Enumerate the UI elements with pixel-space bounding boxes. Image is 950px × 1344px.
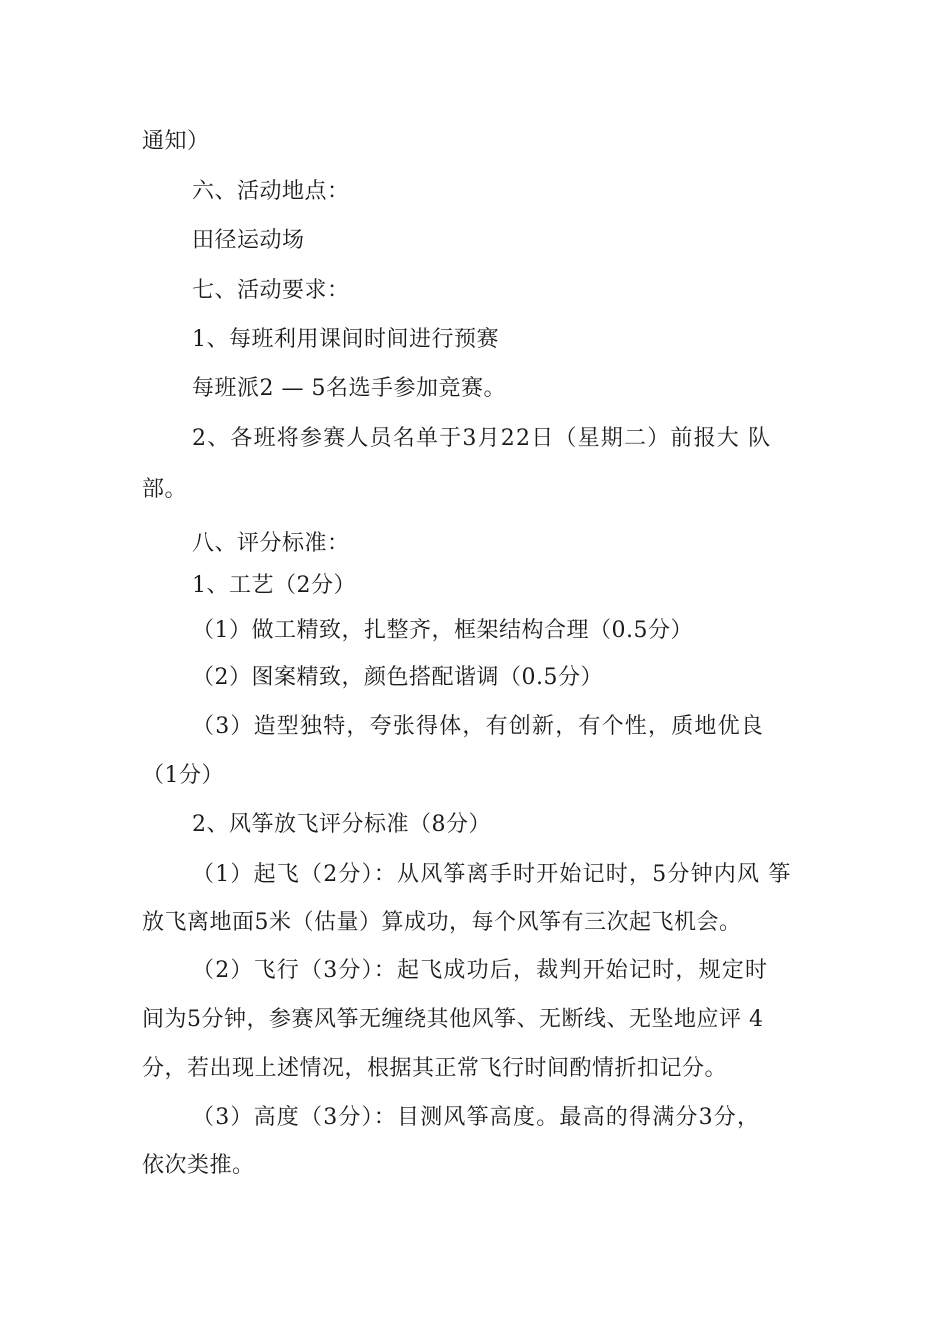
text-flying-item-3: （3）高度（3分）：目测风筝高度。最高的得满分3分， — [192, 1105, 761, 1130]
text-craft-item-1: （1）做工精致，扎整齐，框架结构合理（0.5分） — [192, 618, 693, 643]
text-flying-item-2: （2）飞行（3分）：起飞成功后，裁判开始记时，规定时 — [192, 958, 769, 983]
text-flying-item-3-cont: 依次类推。 — [142, 1153, 255, 1178]
heading-scoring-criteria: 八、评分标准： — [192, 531, 350, 556]
heading-activity-location: 六、活动地点： — [192, 179, 350, 204]
text-craft-item-3-cont: （1分） — [142, 763, 224, 788]
text-craft-item-2: （2）图案精致，颜色搭配谐调（0.5分） — [192, 665, 603, 690]
text-requirement-2-cont: 部。 — [142, 477, 188, 502]
text-requirement-1: 1、每班利用课间时间进行预赛 — [192, 327, 499, 352]
text-requirement-1-detail: 每班派2 — 5名选手参加竞赛。 — [192, 376, 506, 401]
text-flying-item-2-cont-2: 分，若出现上述情况，根据其正常飞行时间酌情折扣记分。 — [142, 1056, 728, 1081]
text-flying-heading: 2、风筝放飞评分标准（8分） — [192, 812, 491, 837]
text-requirement-2: 2、各班将参赛人员名单于3月22日（星期二）前报大 队 — [192, 426, 772, 451]
text-flying-item-2-cont-1: 间为5分钟，参赛风筝无缠绕其他风筝、无断线、无坠地应评 4 — [142, 1007, 764, 1032]
text-flying-item-1-cont: 放飞离地面5米（估量）算成功，每个风筝有三次起飞机会。 — [142, 910, 742, 935]
heading-activity-requirements: 七、活动要求： — [192, 278, 350, 303]
text-location: 田径运动场 — [192, 228, 305, 253]
text-flying-item-1: （1）起飞（2分）：从风筝离手时开始记时，5分钟内风 筝 — [192, 862, 792, 887]
text-line-notice-close: 通知） — [142, 129, 210, 154]
text-craft-item-3: （3）造型独特，夸张得体，有创新，有个性，质地优良 — [192, 714, 764, 739]
text-craft-heading: 1、工艺（2分） — [192, 573, 356, 598]
